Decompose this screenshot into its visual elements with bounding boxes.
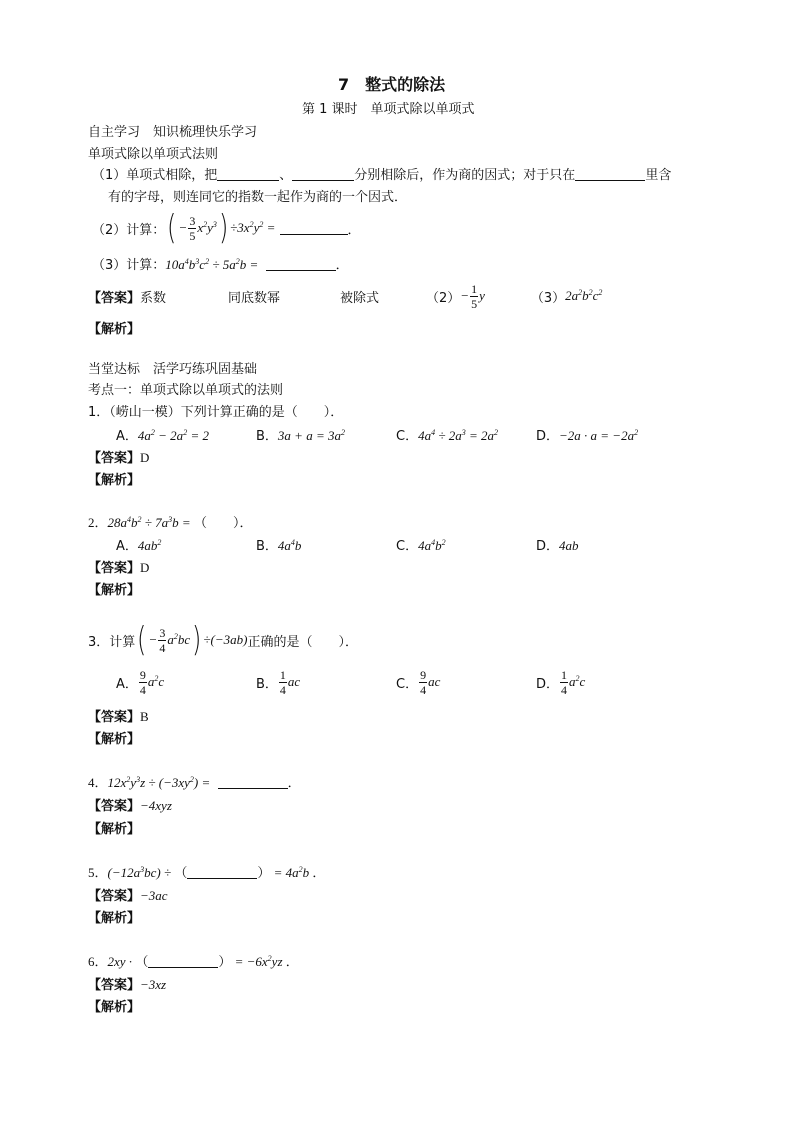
- q2-option-c[interactable]: C．$4a^4b^2$: [396, 538, 446, 554]
- right-paren: ): [192, 620, 202, 660]
- question-4-stem: 4．$12x^2y^3z \div (-3xy^2)$ = ．: [88, 775, 301, 791]
- q3-option-b[interactable]: B． $\frac{1}{4}$ ac: [256, 667, 301, 697]
- q6-answer: [88, 974, 166, 993]
- left-paren: (: [167, 208, 177, 248]
- blank[interactable]: [148, 955, 218, 968]
- q3-answer: [88, 706, 149, 725]
- answer-value: B: [140, 709, 149, 724]
- q1-prefix: （1）单项式相除，把: [92, 168, 218, 183]
- blank[interactable]: [292, 168, 354, 181]
- answer-label: 【答案】: [88, 799, 141, 814]
- analysis-label: 【解析】: [88, 473, 141, 488]
- option-letter: B．: [256, 539, 278, 554]
- fraction: $\frac{9}{4}$: [420, 667, 427, 697]
- blank[interactable]: [575, 168, 645, 181]
- blank[interactable]: [218, 776, 288, 789]
- question-suffix: 正确的是（ ）．: [247, 634, 358, 650]
- question-6-stem: 6．2xy · （ ） = $-6x^2yz$ ．: [88, 954, 299, 970]
- option-letter: D．: [536, 429, 560, 444]
- option-letter: D．: [536, 676, 560, 692]
- blank[interactable]: [266, 258, 336, 271]
- self-study-answer-row: 【答案】 系数 同底数幂 被除式 （2） − $\frac{1}{5}$ y （3） $2a^2b^2c^2$: [88, 281, 603, 311]
- analysis-label: 【解析】: [88, 1000, 141, 1015]
- question-suffix: （ ）．: [193, 516, 253, 531]
- question-1-stem: 1．（崂山一模）下列计算正确的是（ ）．: [88, 405, 344, 420]
- section-heading-self-study: 自主学习 知识梳理快乐学习: [88, 125, 258, 140]
- answer-dividend: 被除式: [340, 290, 380, 306]
- question-2-stem: 2．$28a^4b^2 \div 7a^3b$ = （ ）．: [88, 515, 253, 531]
- q3-line: （3）计算：$10a^4b^3c^2 \div 5a^2b$ = ．: [92, 257, 349, 273]
- answer-label: 【答案】: [88, 561, 141, 576]
- option-letter: C．: [396, 429, 419, 444]
- analysis-label: 【解析】: [88, 911, 141, 926]
- q3-prefix: （3）计算：: [92, 258, 166, 273]
- answer-value: −3xz: [140, 977, 167, 992]
- option-letter: B．: [256, 429, 278, 444]
- answer-label: 【答案】: [88, 889, 141, 904]
- q3-option-d[interactable]: D． $\frac{1}{4}$ $a^2c$: [536, 667, 586, 697]
- left-paren: (: [137, 620, 147, 660]
- fraction: $\frac{1}{4}$: [561, 667, 568, 697]
- q1-answer: [88, 447, 149, 466]
- answer-label: 【答案】: [88, 290, 141, 306]
- answer-3-label: （3）: [530, 290, 566, 306]
- option-letter: C．: [396, 539, 419, 554]
- answer-coefficient: 系数: [140, 290, 167, 306]
- q1-sep: 、: [279, 168, 293, 183]
- q2-prefix: （2）计算：: [92, 222, 166, 238]
- answer-value: −4xyz: [140, 798, 172, 813]
- fraction: $\frac{9}{4}$: [139, 667, 146, 697]
- page-title: 7 整式的除法: [338, 75, 446, 94]
- q1-tail: 里含: [645, 168, 672, 183]
- fraction: $\frac{3}{5}$: [189, 213, 196, 243]
- fraction: $\frac{3}{4}$: [159, 625, 166, 655]
- option-letter: D．: [536, 539, 560, 554]
- q2-option-b[interactable]: B．$4a^4b$: [256, 538, 302, 554]
- fraction: $\frac{1}{4}$: [279, 667, 286, 697]
- answer-same-base-power: 同底数幂: [228, 290, 281, 306]
- q1-line2: 有的字母，则连同它的指数一起作为商的一个因式．: [108, 190, 408, 205]
- analysis-label: 【解析】: [88, 583, 141, 598]
- q1-option-d[interactable]: D．$-2a \cdot a = -2a^2$: [536, 428, 639, 444]
- analysis-label: 【解析】: [88, 822, 141, 837]
- answer-label: 【答案】: [88, 710, 141, 725]
- option-letter: B．: [256, 676, 278, 692]
- section-heading-in-class: 当堂达标 活学巧练巩固基础: [88, 362, 258, 377]
- page-subtitle: 第 1 课时 单项式除以单项式: [302, 102, 475, 117]
- answer-label: 【答案】: [88, 978, 141, 993]
- q3-option-a[interactable]: A． $\frac{9}{4}$ $a^2c$: [116, 667, 165, 697]
- question-number: 6．: [88, 954, 108, 969]
- q2-answer: [88, 557, 149, 576]
- q2-line: （2）计算： ( − $\frac{3}{5}$ $x^2y^3$ ) $\div 3x^2y^2$ = ．: [92, 208, 361, 248]
- q1-line1: [92, 164, 671, 183]
- q1-option-b[interactable]: B．$3a + a = 3a^2$: [256, 428, 345, 444]
- q1-mid: 分别相除后，作为商的因式；对于只在: [354, 168, 576, 183]
- q1-option-a[interactable]: A．$4a^2 - 2a^2 = 2$: [116, 428, 209, 444]
- answer-value: −3ac: [140, 888, 168, 903]
- blank[interactable]: [187, 866, 257, 879]
- blank[interactable]: [280, 222, 348, 235]
- q5-answer: [88, 885, 168, 904]
- q1-option-c[interactable]: C．$4a^4 \div 2a^3 = 2a^2$: [396, 428, 498, 444]
- question-3-stem: 3．计算 ( − $\frac{3}{4}$ $a^2bc$ ) ÷(−3ab) 正确的是（ ）．: [88, 620, 358, 660]
- option-letter: A．: [116, 429, 138, 444]
- q2-option-a[interactable]: A．$4ab^2$: [116, 538, 162, 554]
- answer-value: D: [140, 450, 150, 465]
- q2-option-d[interactable]: D．4ab: [536, 538, 579, 554]
- answer-label: 【答案】: [88, 451, 141, 466]
- option-letter: C．: [396, 676, 419, 692]
- question-5-stem: 5．$(-12a^3bc)$ ÷ （ ） = $4a^2b$ ．: [88, 865, 326, 881]
- question-number: 2．: [88, 515, 108, 530]
- option-letter: A．: [116, 676, 138, 692]
- question-number: 4．: [88, 775, 108, 790]
- option-letter: A．: [116, 539, 138, 554]
- q3-option-c[interactable]: C． $\frac{9}{4}$ ac: [396, 667, 441, 697]
- fraction: $\frac{1}{5}$: [471, 281, 478, 311]
- knowledge-point: 考点一：单项式除以单项式的法则: [88, 383, 284, 398]
- analysis-label: 【解析】: [88, 732, 141, 747]
- analysis-label: 【解析】: [88, 322, 141, 337]
- blank[interactable]: [217, 168, 279, 181]
- question-number: 3．计算: [88, 634, 136, 650]
- q4-answer: [88, 795, 172, 814]
- answer-2-label: （2）: [426, 290, 461, 306]
- rule-title: 单项式除以单项式法则: [88, 147, 219, 162]
- answer-value: D: [140, 560, 150, 575]
- right-paren: ): [218, 208, 229, 248]
- question-number: 5．: [88, 865, 108, 880]
